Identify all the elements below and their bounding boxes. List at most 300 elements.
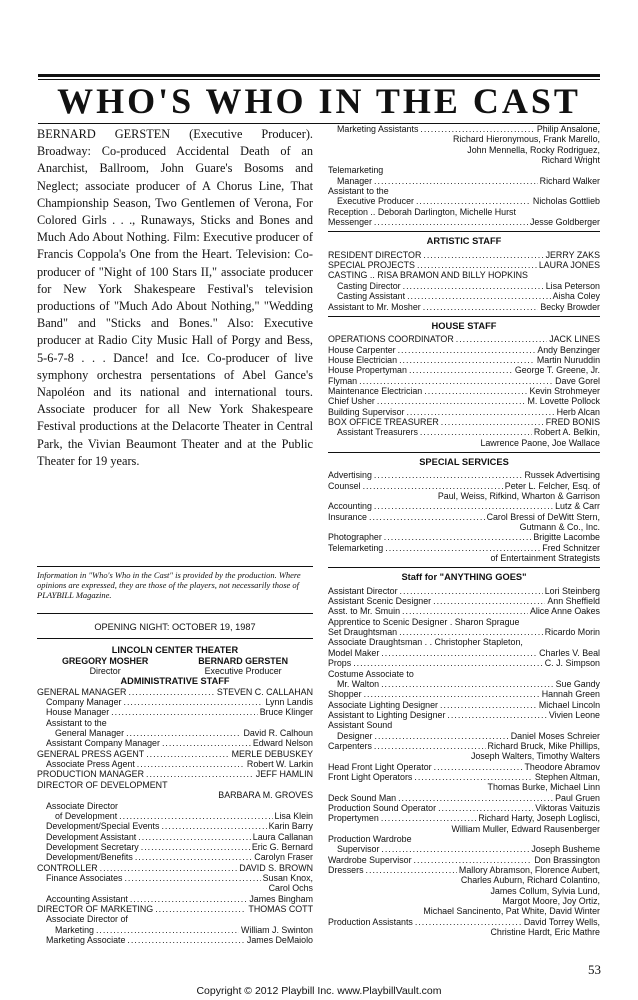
staff-line (37, 852, 313, 862)
staff-line (328, 217, 600, 227)
leader-dots (137, 759, 245, 769)
staff-line (328, 355, 600, 365)
leader-dots (433, 596, 545, 606)
staff-role: Finance Associates (46, 872, 123, 883)
staff-name: Charles V. Beal (539, 647, 600, 658)
staff-line (328, 365, 600, 375)
staff-name: THOMAS COTT (248, 903, 313, 914)
staff-role: Messenger (328, 217, 372, 228)
staff-line (328, 427, 600, 437)
leader-dots (374, 501, 553, 511)
staff-name: William Muller, Edward Rausenberger (451, 823, 600, 834)
leader-dots (374, 176, 538, 186)
staff-role: Assistant to the (46, 717, 107, 728)
staff-name: Paul, Weiss, Rifkind, Wharton & Garrison (437, 491, 600, 501)
staff-line (37, 842, 313, 852)
staff-role: Assistant to the (328, 186, 389, 197)
leader-dots (447, 710, 546, 720)
staff-name: STEVEN C. CALLAHAN (216, 686, 313, 697)
staff-name: Carol Ochs (268, 883, 313, 894)
leader-dots (420, 427, 532, 437)
leader-dots (100, 863, 238, 873)
staff-name: Lori Steinberg (544, 585, 600, 596)
staff-role: Associate Director of (46, 914, 128, 925)
staff-name: Robert A. Belkin, (533, 427, 600, 438)
staff-line (328, 176, 600, 186)
leader-dots (441, 417, 544, 427)
staff-line (328, 886, 600, 896)
staff-role: Assistant Scenic Designer (328, 596, 432, 607)
staff-line (328, 710, 600, 720)
leader-dots (364, 689, 540, 699)
leader-dots (400, 586, 543, 596)
staff-name: Carolyn Fraser (254, 852, 313, 863)
staff-name: Richard Harty, Joseph Loglisci, (478, 813, 600, 824)
staff-name: Paul Gruen (555, 792, 600, 803)
staff-name: Thomas Burke, Michael Linn (487, 782, 600, 793)
staff-role: PRODUCTION MANAGER (37, 769, 144, 780)
staff-name: Joseph Walters, Timothy Walters (470, 751, 600, 762)
staff-role: Deck Sound Man (328, 792, 397, 803)
staff-line (328, 648, 600, 658)
staff-role: DIRECTOR OF MARKETING (37, 903, 154, 914)
staff-role: Marketing (55, 924, 94, 935)
leader-dots (146, 749, 229, 759)
staff-name: Richard Hieronymous, Frank Marello, (453, 134, 600, 145)
production-staff-heading: Staff for "ANYTHING GOES" (401, 572, 527, 583)
marketing-list (328, 124, 600, 227)
staff-role: Development Assistant (46, 831, 137, 842)
staff-line (328, 824, 600, 834)
left-staff-column (37, 620, 313, 945)
staff-name: Carol Bressi of DeWitt Stern, (486, 511, 600, 522)
leadership (37, 656, 313, 677)
staff-role: RESIDENT DIRECTOR (328, 249, 422, 260)
staff-name: JACK LINES (549, 334, 600, 345)
staff-line (328, 345, 600, 355)
leader-dots (414, 772, 533, 782)
staff-role: Production Sound Operator (328, 802, 437, 813)
staff-role: House Carpenter (328, 344, 396, 355)
staff-line (328, 606, 600, 616)
staff-role: Building Supervisor (328, 406, 405, 417)
staff-name: M. Lovette Pollock (527, 396, 600, 407)
staff-role: Props (328, 658, 352, 669)
leader-dots (381, 679, 554, 689)
leader-dots (359, 376, 553, 386)
staff-role: Supervisor (337, 844, 380, 855)
leader-dots (123, 697, 263, 707)
leader-dots (398, 345, 536, 355)
leader-dots (438, 803, 533, 813)
leader-dots (417, 260, 537, 270)
staff-line (37, 780, 313, 790)
leader-dots (111, 707, 258, 717)
staff-role: Apprentice to Scenic Designer . Sharon Sprague (328, 616, 520, 627)
leader-dots (402, 606, 528, 616)
staff-line (328, 741, 600, 751)
leader-dots (162, 738, 251, 748)
leader-dots (128, 687, 214, 697)
staff-line (37, 894, 313, 904)
staff-role: Accounting Assistant (46, 893, 128, 904)
staff-name: Michael Sancinento, Pat White, David Winter (423, 906, 600, 917)
staff-line (328, 731, 600, 741)
staff-name: James Bingham (249, 893, 313, 904)
staff-line (37, 749, 313, 759)
divider (37, 613, 313, 614)
leader-dots (374, 470, 523, 480)
staff-name: Nicholas Gottlieb (532, 196, 600, 207)
staff-name: Lynn Landis (265, 697, 313, 708)
leader-dots (377, 396, 526, 406)
staff-role: Assistant Director (328, 585, 398, 596)
leader-dots (423, 302, 539, 312)
leader-dots (124, 873, 260, 883)
producer-block (198, 656, 288, 677)
staff-role: Set Draughtsman (328, 627, 398, 638)
staff-role: Chief Usher (328, 396, 375, 407)
leader-dots (381, 813, 477, 823)
staff-role: Shopper (328, 689, 362, 700)
artistic-staff-heading: ARTISTIC STAFF (426, 236, 502, 247)
staff-line (37, 832, 313, 842)
house-staff-list (328, 334, 600, 448)
staff-role: Assistant Company Manager (46, 738, 160, 749)
staff-name: Robert W. Larkin (246, 759, 313, 770)
staff-name: Becky Browder (540, 301, 600, 312)
staff-name: William J. Swinton (240, 924, 313, 935)
staff-name: of Entertainment Strategists (490, 553, 600, 564)
staff-name: Russek Advertising (524, 470, 600, 481)
staff-name: Bruce Klinger (259, 707, 313, 718)
staff-name: Lisa Peterson (545, 280, 600, 291)
house-staff-heading: HOUSE STAFF (431, 320, 497, 331)
staff-role: GENERAL PRESS AGENT (37, 748, 145, 759)
leader-dots (96, 925, 239, 935)
staff-name: James Collum, Sylvia Lund, (490, 885, 600, 896)
staff-line (37, 687, 313, 697)
leader-dots (424, 386, 527, 396)
staff-name: BARBARA M. GROVES (218, 790, 313, 801)
staff-role: BOX OFFICE TREASURER (328, 416, 439, 427)
producer-title: Executive Producer (204, 666, 282, 677)
staff-role: Development/Special Events (46, 821, 160, 832)
leader-dots (409, 365, 513, 375)
leader-dots (138, 832, 251, 842)
staff-line (37, 935, 313, 945)
staff-name: JERRY ZAKS (545, 249, 600, 260)
staff-line (328, 782, 600, 792)
staff-role: Model Maker (328, 647, 380, 658)
staff-name: Karin Barry (268, 821, 313, 832)
special-services-list (328, 470, 600, 563)
staff-line (328, 700, 600, 710)
staff-line (328, 334, 600, 344)
staff-name: Andy Benzinger (537, 344, 600, 355)
staff-line (328, 386, 600, 396)
leader-dots (369, 512, 485, 522)
leader-dots (161, 821, 266, 831)
staff-line (37, 738, 313, 748)
leader-dots (399, 355, 535, 365)
leader-dots (353, 658, 543, 668)
staff-line (328, 470, 600, 480)
bio-paragraph: BERNARD GERSTEN (Executive Producer). Broadway: Co-produced Accidental Death of an Anarchist, Ballroom, John Guare's Bosoms and Neglect; associate producer of A Chorus Line, That Championship Season, Two Gentlemen of Verona, For Colored Girls . . ., Runaways, Sticks and Bones and Much Ado About Nothing. Film: Executive producer of Francis Coppola's One from the Heart. Television: Co-producer of "Night of 100 Stars II," associate producer for New York Shakespeare Festival's television productions of "Much Ado About Nothing," "Wedding Band" and "Sticks and Bones." Also: Executive producer at Radio City Music Hall of Porgy and Bess, 5-6-7-8 . . . Dance! and Ice. Co-producer of live symphony orchestra persentations of Abel Gance's Napoléon and its national and international tours. Associate producer for all New York Shakespeare Festival productions at the Delacorte Theater in Central Park, the Vivian Beaumont Theater and at the Public Theater for 19 years. (37, 127, 313, 468)
staff-line (328, 751, 600, 761)
leader-dots (130, 894, 247, 904)
staff-role: Accounting (328, 501, 372, 512)
staff-line (328, 522, 600, 532)
leader-dots (126, 728, 241, 738)
staff-name: Susan Knox, (262, 872, 313, 883)
staff-line (328, 813, 600, 823)
staff-name: Philip Ansalone, (536, 124, 600, 134)
staff-role: House Propertyman (328, 365, 407, 376)
page-number: 53 (588, 962, 601, 977)
staff-role: Telemarketing (328, 165, 384, 176)
staff-role: Marketing Associate (46, 934, 126, 945)
staff-role: Associate Director (46, 800, 119, 811)
staff-role: Designer (337, 730, 373, 741)
staff-line (328, 679, 600, 689)
staff-name: LAURA JONES (538, 260, 600, 271)
staff-name: Aisha Coley (552, 291, 600, 302)
staff-name: Gutmann & Co., Inc. (519, 522, 600, 533)
staff-line (37, 707, 313, 717)
staff-name: Lisa Klein (274, 810, 313, 821)
staff-name: Herb Alcan (556, 406, 600, 417)
staff-name: Ann Sheffield (547, 596, 600, 607)
staff-name: Brigitte Lacombe (533, 532, 600, 543)
staff-name: James DeMaiolo (246, 934, 313, 945)
staff-name: Richard Bruck, Mike Phillips, (487, 740, 600, 751)
staff-name: MERLE DEBUSKEY (231, 748, 313, 759)
leader-dots (366, 865, 457, 875)
staff-line (328, 291, 600, 301)
staff-name: Jesse Goldberger (529, 217, 600, 228)
staff-line (37, 718, 313, 728)
staff-line (328, 207, 600, 217)
staff-name: Sue Gandy (555, 678, 600, 689)
staff-name: David R. Calhoun (243, 728, 313, 739)
director-title: Director (89, 666, 121, 677)
staff-role: Counsel (328, 480, 361, 491)
leader-dots (363, 481, 503, 491)
staff-line (37, 904, 313, 914)
staff-role: Casting Assistant (337, 291, 406, 302)
staff-line (328, 438, 600, 448)
leader-dots (135, 852, 252, 862)
staff-role: Flyman (328, 375, 358, 386)
staff-line (328, 532, 600, 542)
staff-line (328, 281, 600, 291)
leader-dots (423, 250, 543, 260)
opening-night: OPENING NIGHT: OCTOBER 19, 1987 (37, 620, 313, 639)
staff-name: Joseph Busheme (531, 844, 600, 855)
staff-name: Richard Wright (541, 155, 600, 166)
staff-name: Eric G. Bernard (251, 841, 313, 852)
leader-dots (416, 196, 531, 206)
staff-name: Don Brassington (534, 854, 600, 865)
staff-line (37, 914, 313, 924)
leader-dots (381, 648, 537, 658)
staff-line (328, 124, 600, 134)
staff-line (328, 793, 600, 803)
staff-role: Development/Benefits (46, 852, 133, 863)
artistic-staff-list (328, 250, 600, 312)
staff-line (328, 270, 600, 280)
staff-role: Dressers (328, 865, 364, 876)
leader-dots (440, 700, 537, 710)
staff-role: Assistant Treasurers (337, 427, 418, 438)
page-title: WHO'S WHO IN THE CAST (57, 81, 581, 121)
artistic-staff-section (328, 231, 600, 311)
staff-role: Propertymen (328, 813, 379, 824)
staff-role: Insurance (328, 511, 367, 522)
staff-line (37, 925, 313, 935)
staff-name: Lutz & Carr (555, 501, 600, 512)
staff-role: Associate Lighting Designer (328, 699, 439, 710)
production-staff-section (328, 567, 600, 937)
staff-line (328, 155, 600, 165)
staff-role: Mr. Walton (337, 678, 380, 689)
staff-name: DAVID S. BROWN (239, 862, 313, 873)
production-staff-list (328, 586, 600, 938)
staff-name: Martin Nuruddin (536, 354, 600, 365)
staff-line (328, 491, 600, 501)
staff-name: Mallory Abramson, Florence Aubert, (458, 865, 600, 876)
leader-dots (420, 124, 534, 134)
staff-role: Reception .. Deborah Darlington, Michelle Hurst (328, 206, 516, 217)
staff-line (328, 145, 600, 155)
staff-line (328, 896, 600, 906)
top-rule-thick (38, 74, 600, 77)
director-name: GREGORY MOSHER (61, 655, 149, 666)
staff-line (328, 927, 600, 937)
staff-line (328, 165, 600, 175)
leader-dots (141, 842, 250, 852)
staff-name: JEFF HAMLIN (255, 769, 313, 780)
theater-name: LINCOLN CENTER THEATER (111, 645, 239, 656)
staff-name: Lawrence Paone, Joe Wallace (480, 437, 600, 448)
staff-line (328, 720, 600, 730)
leader-dots (434, 762, 523, 772)
staff-role: Manager (337, 175, 373, 186)
staff-name: FRED BONIS (545, 416, 600, 427)
staff-role: Assistant to Mr. Mosher (328, 301, 421, 312)
staff-role: CONTROLLER (37, 862, 98, 873)
house-staff-section (328, 316, 600, 448)
staff-role: Front Light Operators (328, 771, 413, 782)
staff-role: Company Manager (46, 697, 122, 708)
staff-name: Ricardo Morin (544, 627, 600, 638)
staff-role: Maintenance Electrician (328, 385, 423, 396)
staff-role: Casting Director (337, 280, 401, 291)
producer-name: BERNARD GERSTEN (198, 655, 288, 666)
staff-line (37, 863, 313, 873)
staff-role: CASTING .. RISA BRAMON AND BILLY HOPKINS (328, 270, 528, 281)
staff-line (328, 512, 600, 522)
leader-dots (381, 844, 529, 854)
staff-name: Hannah Green (541, 689, 600, 700)
staff-line (37, 883, 313, 893)
leader-dots (374, 217, 528, 227)
staff-name: Kevin Strohmeyer (529, 385, 600, 396)
staff-role: Production Assistants (328, 916, 413, 927)
staff-role: House Manager (46, 707, 110, 718)
staff-name: Edward Nelson (252, 738, 313, 749)
staff-role: OPERATIONS COORDINATOR (328, 334, 454, 345)
staff-line (37, 873, 313, 883)
staff-role: Production Wardrobe (328, 834, 412, 844)
bio-column (37, 126, 313, 470)
staff-line (328, 762, 600, 772)
staff-name: Alice Anne Oakes (529, 606, 600, 617)
staff-line (328, 302, 600, 312)
staff-name: Margot Moore, Joy Ortiz, (502, 896, 600, 907)
staff-role: Carpenters (328, 740, 372, 751)
staff-line (37, 769, 313, 779)
staff-line (328, 596, 600, 606)
staff-name: Michael Lincoln (538, 699, 600, 710)
staff-name: Vivien Leone (548, 709, 600, 720)
leader-dots (155, 904, 246, 914)
staff-line (37, 821, 313, 831)
staff-role: SPECIAL PROJECTS (328, 260, 415, 271)
staff-line (328, 196, 600, 206)
leader-dots (384, 532, 532, 542)
staff-line (328, 803, 600, 813)
staff-line (37, 697, 313, 707)
staff-name: Peter L. Felcher, Esq. of (504, 480, 600, 491)
staff-line (328, 844, 600, 854)
staff-name: Christine Hardt, Eric Mathre (490, 927, 600, 938)
leader-dots (456, 334, 547, 344)
admin-staff-list (37, 687, 313, 946)
staff-name: David Torrey Wells, (523, 916, 600, 927)
info-note: Information in "Who's Who in the Cast" is provided by the production. Where opinions are expressed, they are those of the players, not necessarily those of PLAYBILL Magazine. (37, 570, 301, 600)
staff-name: Theodore Abramov (524, 761, 600, 772)
staff-line (37, 728, 313, 738)
staff-line (328, 865, 600, 875)
staff-role: Wardrobe Supervisor (328, 854, 412, 865)
staff-line (328, 543, 600, 553)
leader-dots (127, 935, 244, 945)
staff-role: GENERAL MANAGER (37, 686, 127, 697)
staff-line (328, 396, 600, 406)
staff-line (328, 407, 600, 417)
staff-line (328, 834, 600, 844)
staff-line (328, 855, 600, 865)
special-services-heading: SPECIAL SERVICES (419, 456, 509, 467)
staff-name: Fred Schnitzer (542, 542, 600, 553)
staff-name: Laura Callanan (252, 831, 313, 842)
staff-line (328, 617, 600, 627)
admin-staff-heading: ADMINISTRATIVE STAFF (120, 676, 230, 687)
copyright-footer: Copyright © 2012 Playbill Inc. www.PlaybillVault.com (196, 985, 442, 997)
divider (37, 566, 313, 567)
staff-role: Head Front Light Operator (328, 761, 432, 772)
staff-name: Viktoras Vaituzis (535, 802, 600, 813)
special-services-section (328, 452, 600, 563)
staff-line (328, 772, 600, 782)
staff-name: Richard Walker (539, 175, 600, 186)
leader-dots (385, 543, 540, 553)
staff-line (328, 917, 600, 927)
leader-dots (398, 793, 553, 803)
staff-role: Advertising (328, 470, 372, 481)
